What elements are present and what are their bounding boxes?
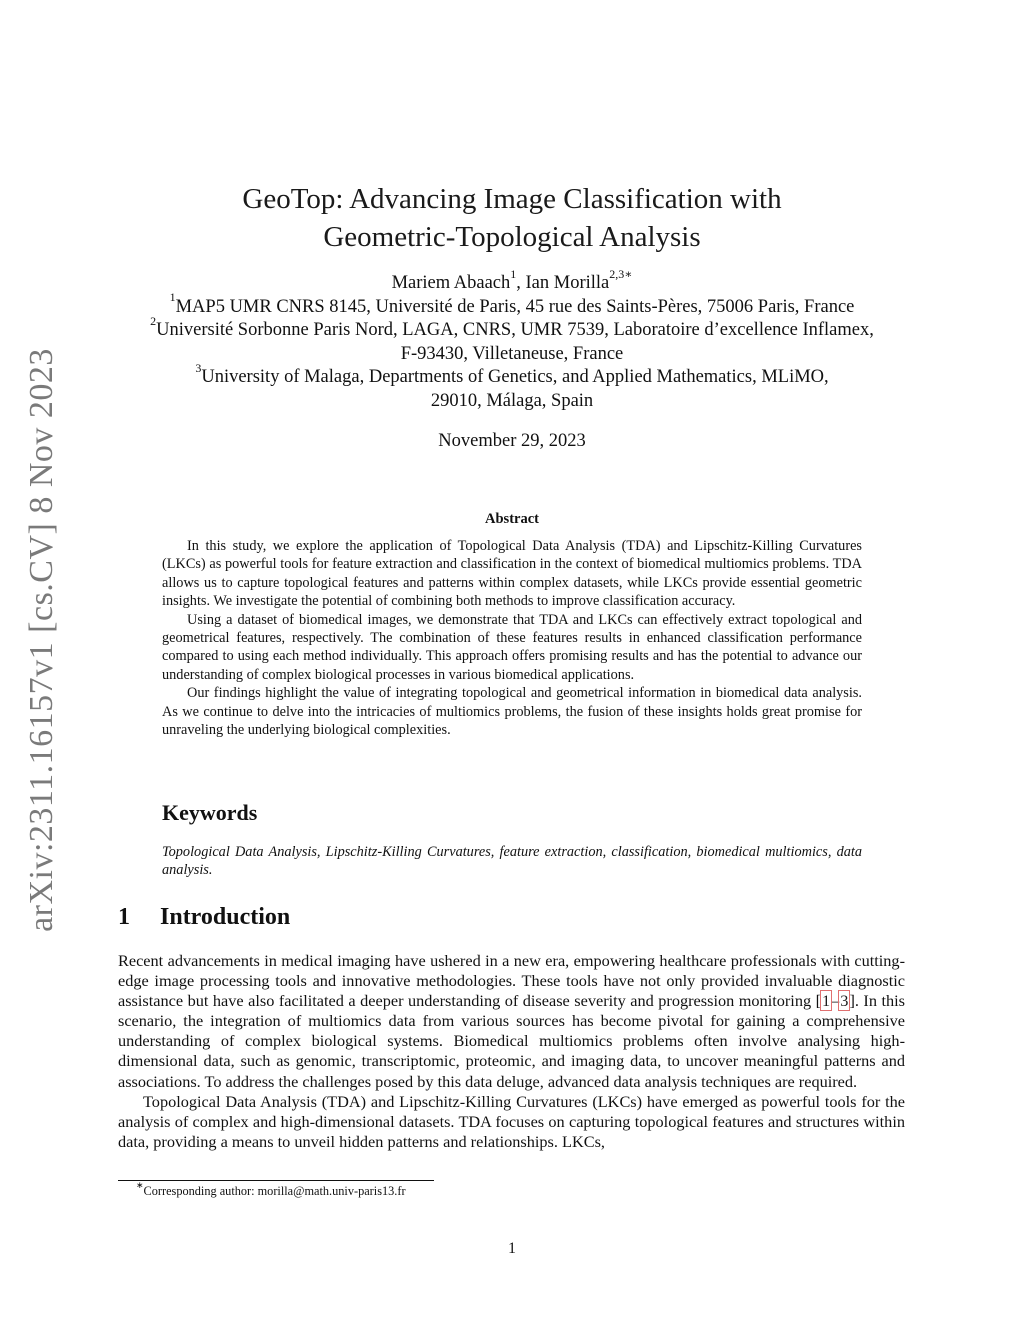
- section-number: 1: [118, 904, 130, 930]
- arxiv-identifier: arXiv:2311.16157v1 [cs.CV] 8 Nov 2023: [23, 348, 60, 932]
- body-paragraph: Topological Data Analysis (TDA) and Lipschitz-Killing Curvatures (LKCs) have emerged as powerful tools for the analysis of complex and high-dimensional datasets. TDA focuses on capturing topological features and structures within data, providing a means to unveil hidden patterns and relationships. LKCs,: [118, 1091, 905, 1151]
- footnote-text: Corresponding author: morilla@math.univ-paris13.fr: [143, 1184, 406, 1198]
- affiliation-line: $^2$Université Sorbonne Paris Nord, LAGA, CNRS, UMR 7539, Laboratoire d’excellence Inflamex,: [150, 313, 874, 340]
- abstract-heading: Abstract: [485, 511, 539, 527]
- affiliation-mark: 2,3∗: [609, 266, 633, 281]
- abstract-body: [162, 537, 862, 739]
- affiliation-mark: 1: [169, 290, 176, 305]
- abstract-paragraph: Our findings highlight the value of integrating topological and geometrical information in biomedical data analysis. As we continue to delve into the intricacies of multiomics problems, the fusion of these insights holds great promise for unraveling the underlying biological complexities.: [162, 685, 862, 739]
- page-number: 1: [508, 1240, 516, 1257]
- keywords-text: Topological Data Analysis, Lipschitz-Killing Curvatures, feature extraction, classification, biomedical multiomics, data analysis.: [162, 844, 862, 879]
- author-separator: ,: [516, 273, 526, 293]
- paper-title: [0, 180, 1024, 256]
- author-name: Mariem Abaach: [391, 273, 511, 293]
- affiliation-mark: 2: [150, 313, 157, 328]
- footnote: [136, 1179, 406, 1199]
- affiliation-line: 29010, Málaga, Spain: [430, 390, 594, 411]
- affiliation-line: $^3$University of Malaga, Departments of Genetics, and Applied Mathematics, MLiMO,: [195, 360, 829, 387]
- author-name: Ian Morilla: [525, 273, 610, 293]
- title-line: GeoTop: Advancing Image Classification with: [242, 183, 782, 215]
- author-names: [0, 266, 1024, 296]
- author-block: [0, 266, 1024, 413]
- title-line: Geometric-Topological Analysis: [323, 221, 701, 253]
- introduction-body: [118, 951, 905, 1152]
- body-paragraph: Recent advancements in medical imaging have ushered in a new era, empowering healthcare professionals with cutting-edge image processing tools and innovative methodologies. These tools have not only provided invaluable diagnostic assistance but have also facilitated a deeper understanding of disease severity and progression monitoring [1–3]. In this scenario, the integration of multiomics data from various sources has become pivotal for gaining a comprehensive understanding of complex biological systems. Biomedical multiomics problems often involve analysing high-dimensional data, such as genomic, transcriptomic, proteomic, and imaging data, to uncover meaningful patterns and associations. To address the challenges posed by this data deluge, advanced data analysis techniques are required.: [118, 951, 905, 1091]
- affiliation-line: F-93430, Villetaneuse, France: [400, 343, 624, 364]
- abstract-paragraph: Using a dataset of biomedical images, we demonstrate that TDA and LKCs can effectively extract topological and geometrical features, respectively. The combination of these features results in enhanced classification performance compared to using each method individually. This approach offers promising results and has the potential to advance our understanding of complex biological processes in various biomedical applications.: [162, 611, 862, 683]
- keywords-heading: Keywords: [162, 800, 258, 825]
- citation-link[interactable]: 3: [840, 991, 849, 1011]
- affiliation-line: $^1$MAP5 UMR CNRS 8145, Université de Paris, 45 rue des Saints-Pères, 75006 Paris, France: [169, 290, 855, 317]
- abstract-paragraph: In this study, we explore the application of Topological Data Analysis (TDA) and Lipschitz-Killing Curvatures (LKCs) as powerful tools for feature extraction and classification in the context of biomedical multiomics problems. TDA allows us to capture topological features and patterns within complex datasets, while LKCs provide essential geometric insights. We investigate the potential of combining both methods to improve classification accuracy.: [162, 538, 862, 610]
- affiliation-mark: 1: [510, 266, 517, 281]
- affiliation-mark: 3: [195, 360, 202, 375]
- section-title: Introduction: [160, 904, 291, 930]
- section-heading: [118, 904, 290, 931]
- paper-date: November 29, 2023: [438, 431, 586, 451]
- citation-link[interactable]: 1: [822, 991, 831, 1011]
- footnote-mark: ∗: [136, 1179, 144, 1190]
- footnote-rule: [118, 1180, 434, 1181]
